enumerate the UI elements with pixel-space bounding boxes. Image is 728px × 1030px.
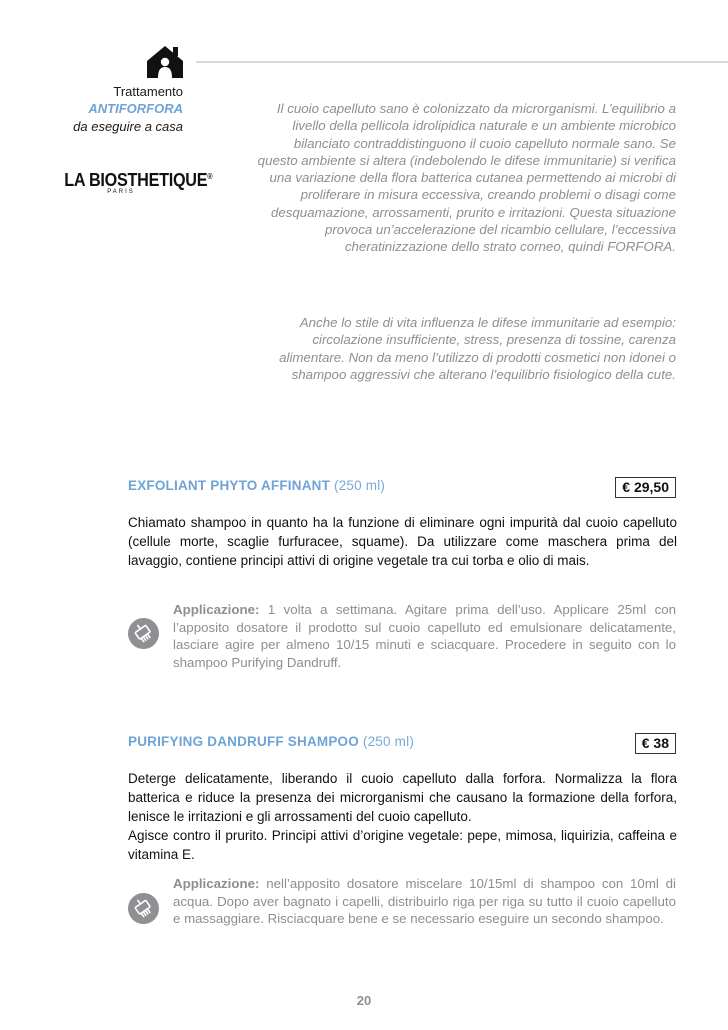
- application-note: [173, 601, 676, 671]
- intro-paragraph-1: Il cuoio capelluto sano è colonizzato da microrganismi. L’equilibrio a livello della pellicola idrolipidica naturale e un ambiente microbico bilanciato contraddistinguono il cuoio capelluto normale sano. Se questo ambiente si altera (indebolendo le difese immunitarie) si verifica una variazione della flora batterica cutanea permettendo ai microbi di proliferare in misura eccessiva, creando problemi o disagi come desquamazione, arrossamenti, prurito e irritazioni. Questa situazione provoca un’accelerazione del ricambio cellulare, l’eccessiva cheratinizzazione dello strato corneo, quindi FORFORA.: [257, 101, 676, 255]
- application-icon: [128, 618, 159, 649]
- house-icon: [145, 44, 185, 80]
- product-name: PURIFYING DANDRUFF SHAMPOO: [128, 734, 359, 749]
- price-tag: € 38: [635, 733, 676, 754]
- application-note: [173, 875, 676, 928]
- section-label: Trattamento: [113, 84, 183, 99]
- product-name: EXFOLIANT PHYTO AFFINANT: [128, 478, 331, 493]
- product-description: Chiamato shampoo in quanto ha la funzione di eliminare ogni impurità dal cuoio capelluto (cellule morte, scaglie furfuracee, squame). Da utilizzare come maschera prima del lavaggio, contiene principi attivi di origine vegetale tra cui torba e olio di mais.: [128, 515, 677, 568]
- application-icon: [128, 893, 159, 924]
- header-divider: [196, 61, 728, 63]
- product-title: [128, 478, 385, 493]
- intro-paragraph-2: Anche lo stile di vita influenza le difese immunitarie ad esempio: circolazione insufficiente, stress, presenza di tossine, carenza alimentare. Non da meno l’utilizzo di prodotti cosmetici non idonei o shampoo aggressivi che alterano l’equilibrio fisiologico della cute.: [279, 315, 676, 382]
- product-volume: (250 ml): [362, 734, 415, 749]
- price-tag: € 29,50: [615, 477, 676, 498]
- product-title: [128, 734, 414, 749]
- product-description: Deterge delicatamente, liberando il cuoio capelluto dalla forfora. Normalizza la flora batterica e riduce la presenza dei microrganismi che causano la formazione della forfora, lenisce le irritazioni e gli arrossamenti del cuoio capelluto. Agisce contro il prurito. Principi attivi d’origine vegetale: pepe, mimosa, liquirizia, caffeina e vitamina E.: [128, 771, 677, 862]
- application-text: nell’apposito dosatore miscelare 10/15ml di shampoo con 10ml di acqua. Dopo aver bagnato i capelli, distribuirlo riga per riga su tutto il cuoio capelluto e massaggiare. Risciacquare bene e se necessario eseguire un secondo shampoo.: [173, 876, 676, 927]
- brand-name: LA BIOSTHETIQUE®: [64, 170, 213, 190]
- section-title: ANTIFORFORA: [88, 101, 183, 116]
- application-label: Applicazione:: [173, 876, 260, 891]
- product-volume: (250 ml): [334, 478, 386, 493]
- section-subtitle: da eseguire a casa: [73, 119, 183, 134]
- brand-subtitle: PARIS: [107, 189, 135, 195]
- application-text: 1 volta a settimana. Agitare prima dell’uso. Applicare 25ml con l’apposito dosatore il prodotto sul cuoio capelluto ed emulsionare delicatamente, lasciare agire per almeno 10/15 minuti e sciacquare. Procedere in seguito con lo shampoo Purifying Dandruff.: [173, 602, 677, 670]
- brand-logo: [58, 170, 213, 195]
- page-number: 20: [356, 993, 372, 1008]
- application-label: Applicazione:: [173, 602, 260, 617]
